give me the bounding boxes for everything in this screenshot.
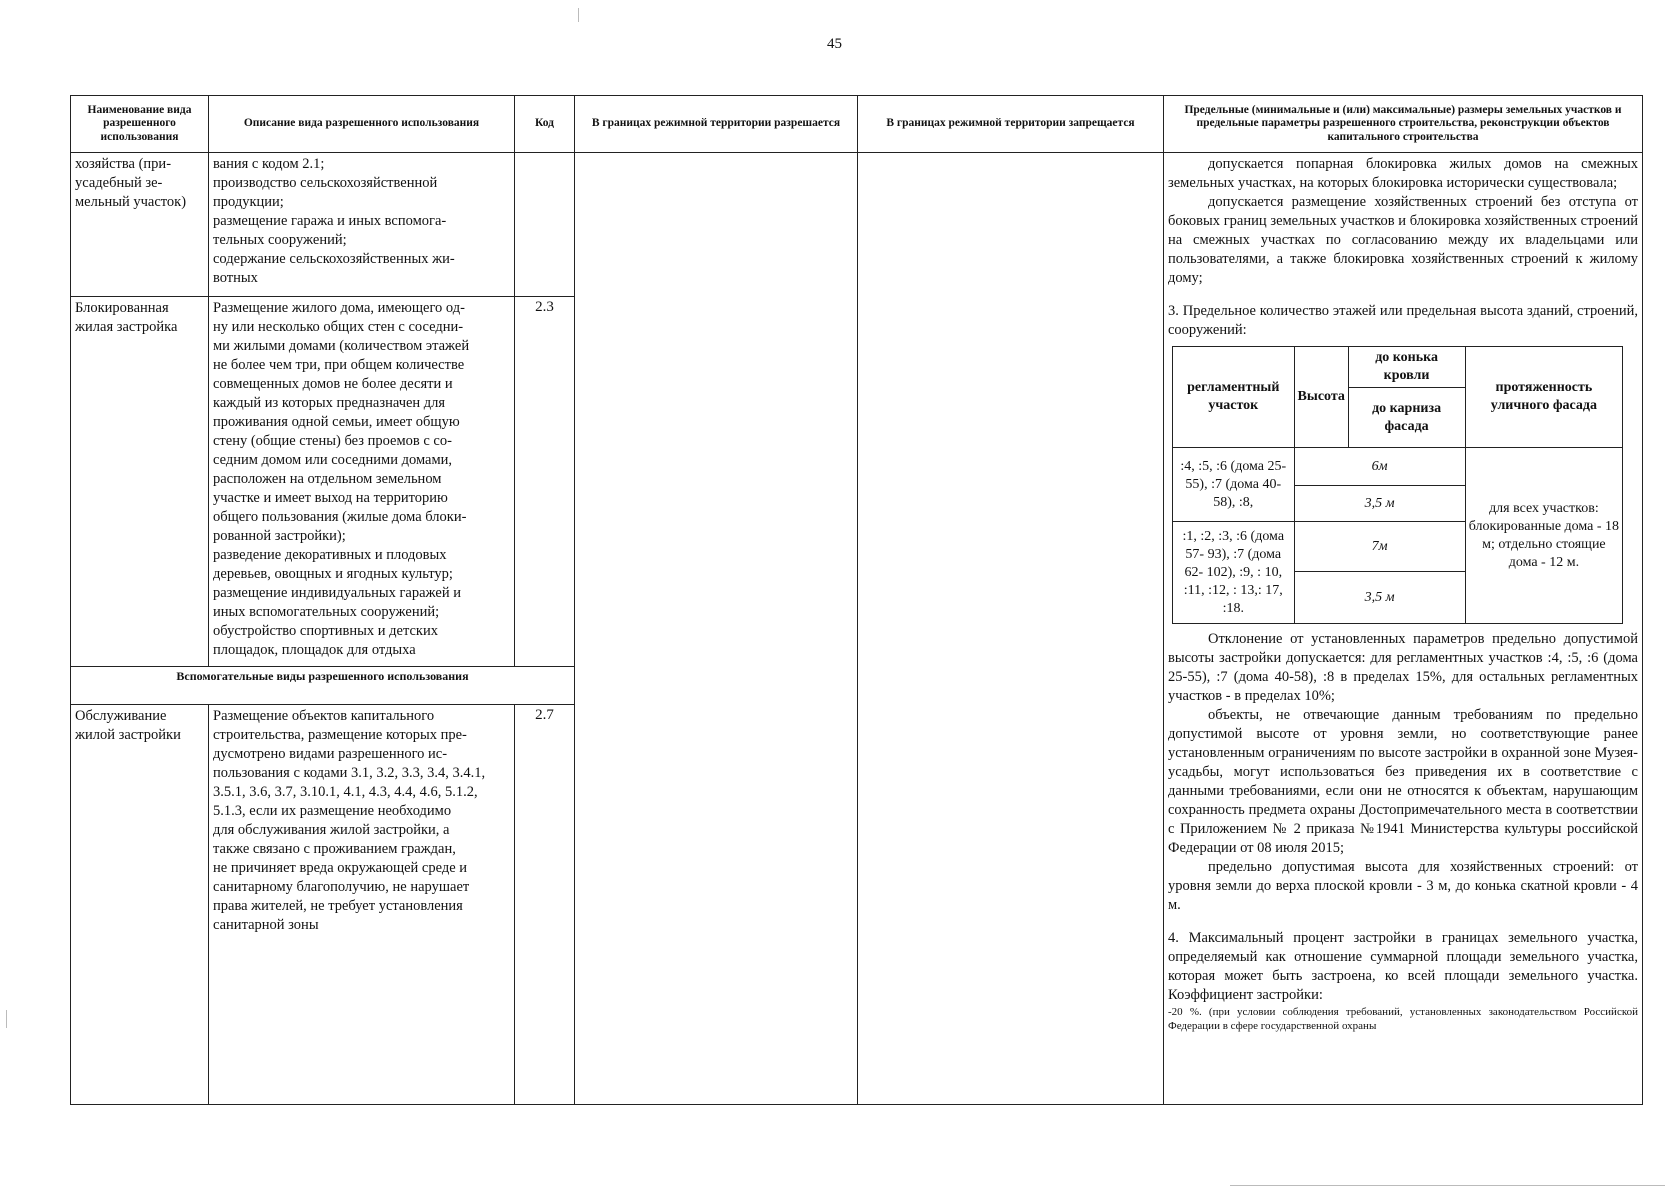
scan-artifact: [6, 1010, 7, 1028]
header-parameters: Предельные (минимальные и (или) максимальные) размеры земельных участков и предельные параметры разрешенного строительства, реконструкции объектов капитального строительства: [1164, 96, 1643, 153]
header-forbidden: В границах режимной территории запрещается: [858, 96, 1164, 153]
use-name: хозяйства (при- усадебный зе- мельный участок): [71, 153, 209, 297]
zoning-table: [70, 95, 1643, 1105]
rule-footnote: -20 %. (при условии соблюдения требований, установленных законодательством Российской Федерации в сфере государственной охраны: [1168, 1006, 1638, 1032]
facade-length: для всех участков: блокированные дома - 18 м; отдельно стоящие дома - 12 м.: [1465, 448, 1623, 624]
rule-paragraph: допускается попарная блокировка жилых домов на смежных земельных участках, на которых блокировка исторически существовала;: [1168, 156, 1638, 191]
use-description: Размещение жилого дома, имеющего од- ну или несколько общих стен с соседни- ми жилыми домами (количеством этажей не более чем три, при общем количестве совмещенных домов не более десяти и каждый из которых предназначен для проживания одной семьи, имеет общую стену (общие стены) без проемов с со- седним домом или соседними домами, расположен на отдельном земельном участке и имеет выход на территорию общего пользования (жилые дома блоки- рованной застройки); разведение декоративных и плодовых деревьев, овощных и ягодных культур; размещение индивидуальных гаражей и иных вспомогательных сооружений; обустройство спортивных и детских площадок, площадок для отдыха: [209, 297, 515, 667]
header-code: Код: [515, 96, 575, 153]
use-description: Размещение объектов капитального строительства, размещение которых пре- дусмотрено видами разрешенного ис- пользования с кодами 3.1, 3.2, 3.3, 3.4, 3.4.1, 3.5.1, 3.6, 3.7, 3.10.1, 4.1, 4.3, 4.4, 4.6, 5.1.2, 5.1.3, если их размещение необходимо для обслуживания жилой застройки, а также связано с проживанием граждан, не причиняет вреда окружающей среде и санитарному благополучию, не нарушает права жителей, не требует установления санитарной зоны: [209, 705, 515, 1105]
header-row: [71, 96, 1643, 153]
header-name: Наименование вида разрешенного использования: [71, 96, 209, 153]
inner-header-facade: протяженность уличного фасада: [1465, 347, 1623, 448]
aux-uses-header: Вспомогательные виды разрешенного использования: [71, 667, 575, 705]
rule-paragraph: допускается размещение хозяйственных строений без отступа от боковых границ земельных участков и блокировка хозяйственных строений на смежных участках по согласованию между их владельцами или пользователями, а также блокировка хозяйственных строений к жилому дому;: [1168, 194, 1638, 286]
area-group-2-ridge: 7м: [1294, 522, 1465, 572]
table-row: [71, 153, 1643, 297]
inner-header-height: Высота: [1294, 347, 1348, 448]
use-name: Блокированная жилая застройка: [71, 297, 209, 667]
header-allowed: В границах режимной территории разрешается: [575, 96, 858, 153]
area-group-1-ridge: 6м: [1294, 448, 1465, 486]
area-group-2: :1, :2, :3, :6 (дома 57- 93), :7 (дома 62- 102), :9, : 10, :11, :12, : 13,: 17, :18.: [1173, 522, 1295, 624]
use-code: 2.7: [515, 705, 575, 1105]
scan-artifact: [1230, 1185, 1665, 1186]
inner-header-eaves: до карниза фасада: [1348, 388, 1465, 448]
use-code: 2.3: [515, 297, 575, 667]
forbidden-cell: [858, 153, 1164, 1105]
use-code: [515, 153, 575, 297]
scan-artifact: [578, 8, 579, 22]
inner-header-ridge: до конька кровли: [1348, 347, 1465, 388]
height-limits-table: [1172, 346, 1623, 624]
area-group-1-eaves: 3,5 м: [1294, 486, 1465, 522]
inner-header-area: регламентный участок: [1173, 347, 1295, 448]
page-number: 45: [827, 36, 842, 52]
rule-heading: 4. Максимальный процент застройки в границах земельного участка, определяемый как отношение суммарной площади земельного участка, которая может быть застроена, ко всей площади земельного участка. Коэффициент застройки:: [1168, 930, 1638, 1003]
use-description: вания с кодом 2.1; производство сельскохозяйственной продукции; размещение гаража и иных вспомога- тельных сооружений; содержание сельскохозяйственных жи- вотных: [209, 153, 515, 297]
rule-paragraph: Отклонение от установленных параметров предельно допустимой высоты застройки допускается: для регламентных участков :4, :5, :6 (дома 25-55), :7 (дома 40-58), :8 в пределах 15%, для остальных регламентных участков - в пределах 10%;: [1168, 631, 1638, 704]
parameters-cell: [1164, 153, 1643, 1105]
rule-heading: 3. Предельное количество этажей или предельная высота зданий, строений, сооружений:: [1168, 303, 1638, 338]
rule-paragraph: объекты, не отвечающие данным требованиям по предельно допустимой высоте от уровня земли, но соответствующие ранее установленным ограничениям по высоте застройки в охранной зоне Музея-усадьбы, могут использоваться без приведения их в соответствие с данными требованиями, если они не относятся к объектам, нарушающим сохранность предмета охраны Достопримечательного места в соответствии с Приложением № 2 приказа №1941 Министерства культуры российской Федерации от 08 июля 2015;: [1168, 707, 1638, 856]
area-group-2-eaves: 3,5 м: [1294, 572, 1465, 624]
allowed-cell: [575, 153, 858, 1105]
use-name: Обслуживание жилой застройки: [71, 705, 209, 1105]
header-description: Описание вида разрешенного использования: [209, 96, 515, 153]
area-group-1: :4, :5, :6 (дома 25-55), :7 (дома 40-58), :8,: [1173, 448, 1295, 522]
rule-paragraph: предельно допустимая высота для хозяйственных строений: от уровня земли до верха плоской кровли - 3 м, до конька скатной кровли - 4 м.: [1168, 859, 1638, 913]
